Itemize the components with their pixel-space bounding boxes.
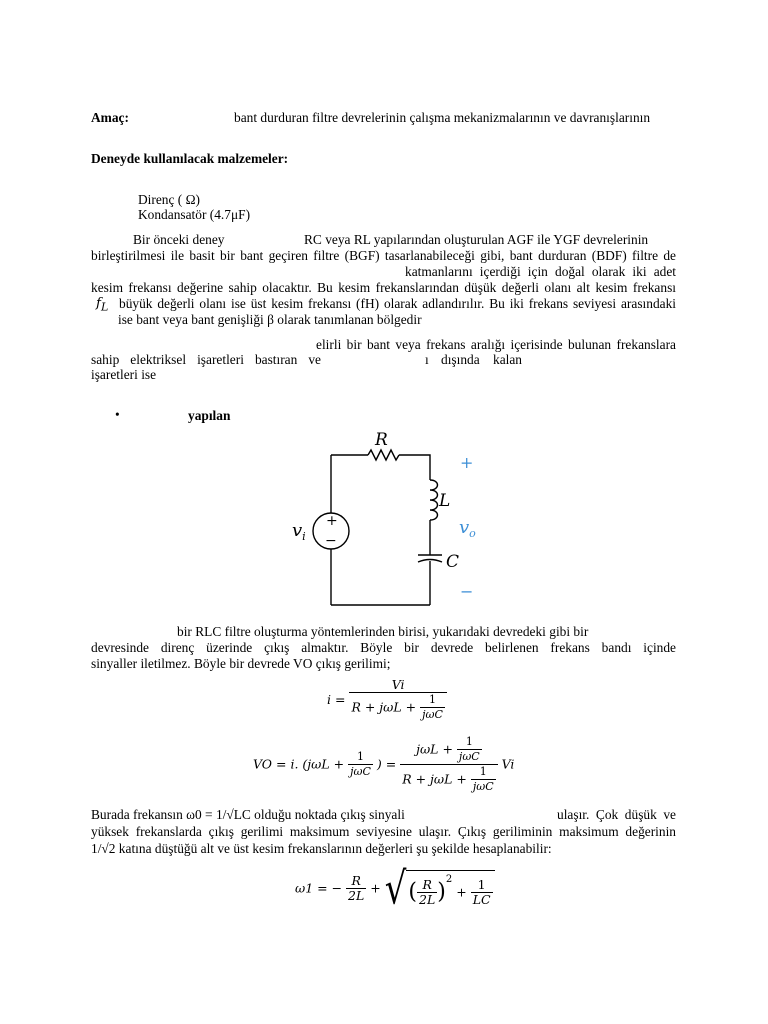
input-voltage-label: $v_i$ — [292, 520, 306, 543]
p3-line2: devresinde direnç üzerinde çıkış almaktır. Böyle bir devrede belirlenen frekans bandı içinde — [91, 640, 676, 655]
intro-line3: katmanlarını içerdiği için doğal olarak iki adet — [405, 264, 676, 279]
inductor-label: L — [439, 491, 451, 511]
p2-line2-a: sahip elektriksel işaretleri bastıran ve — [91, 352, 321, 367]
p3-line1: bir RLC filtre oluşturma yöntemlerinden birisi, yukarıdaki devredeki gibi bir — [177, 624, 589, 639]
material-item-capacitor: Kondansatör (4.7μF) — [138, 207, 251, 222]
resistor-label: R — [375, 430, 388, 450]
bullet-symbol: • — [115, 407, 120, 422]
output-voltage-label: $v_o$ — [459, 517, 476, 540]
bullet-text: yapılan — [188, 408, 231, 423]
intro-line1-a: Bir önceki deney — [133, 232, 225, 247]
inductor-symbol — [430, 480, 438, 520]
p4-line2: yüksek frekanslarda çıkış gerilimi maksimum seviyesine ulaşır. Çıkış geriliminin maksimum değerinin — [91, 824, 676, 839]
p4-line1-b: ulaşır. Çok düşük ve — [557, 807, 676, 822]
svg-text:+: + — [326, 513, 338, 529]
intro-line4: kesim frekansı değerine sahip olacaktır. Bu kesim frekanslarından düşük değerli olanı alt kesim frekansı — [91, 280, 676, 295]
equation-cutoff-frequency: ω1 = − $\frac{R}{2L}$ + √( $\frac{R}{2L}$ )$^2$ + $\frac{1}{LC}$ — [295, 870, 495, 907]
p3-line3: sinyaller iletilmez. Böyle bir devrede VO çıkış gerilimi; — [91, 656, 391, 671]
equation-output-voltage: VO = i. (jωL + $\frac{1}{\text{jωC}}$ ) = jωL + $\frac{1}{\text{jωC}}$ R + jωL + $\frac{1}{\text{jωC}}$ Vi — [253, 735, 515, 793]
p2-line1: elirli bir bant veya frekans aralığı içerisinde bulunan frekanslara — [316, 337, 676, 352]
p4-line1-a: Burada frekansın ω0 = 1/√LC olduğu noktada çıkış sinyali — [91, 807, 405, 822]
intro-line2: birleştirilmesi ile basit bir bant geçiren filtre (BGF) tasarlanabileceği gibi, bant durduran (BDF) filtre de — [91, 248, 676, 263]
svg-text:−: − — [325, 533, 337, 549]
intro-line5: büyük değerli olanı ise üst kesim frekansı (fH) olarak adlandırılır. Bu iki frekans seviyesi arasındaki — [119, 296, 676, 311]
objective-text: bant durduran filtre devrelerinin çalışma mekanizmalarının ve davranışlarının — [234, 110, 651, 125]
output-plus-sign: + — [460, 453, 474, 472]
p2-line2-c: dışında kalan — [441, 352, 522, 367]
objective-label: Amaç: — [91, 110, 129, 125]
p2-line3: işaretleri ise — [91, 367, 157, 382]
p2-line2-b: ı — [425, 352, 429, 367]
intro-line1-b: RC veya RL yapılarından oluşturulan AGF ile YGF devrelerinin — [304, 232, 649, 247]
output-minus-sign: − — [460, 582, 474, 601]
material-item-resistor: Direnç ( Ω) — [138, 192, 200, 207]
materials-heading: Deneyde kullanılacak malzemeler: — [91, 151, 289, 166]
equation-current: i = Vi R + jωL + $\frac{1}{\text{jωC}}$ — [327, 678, 447, 722]
capacitor-label: C — [446, 552, 460, 572]
resistor-symbol — [368, 450, 399, 460]
p4-line3: 1/√2 katına düştüğü alt ve üst kesim frekanslarının değerleri şu şekilde hesaplanabilir: — [91, 841, 552, 856]
rlc-circuit-diagram — [280, 425, 500, 615]
fl-symbol: $f_L$ — [96, 296, 109, 314]
intro-line6: ise bant veya bant genişliği β olarak tanımlanan bölgedir — [118, 312, 422, 327]
